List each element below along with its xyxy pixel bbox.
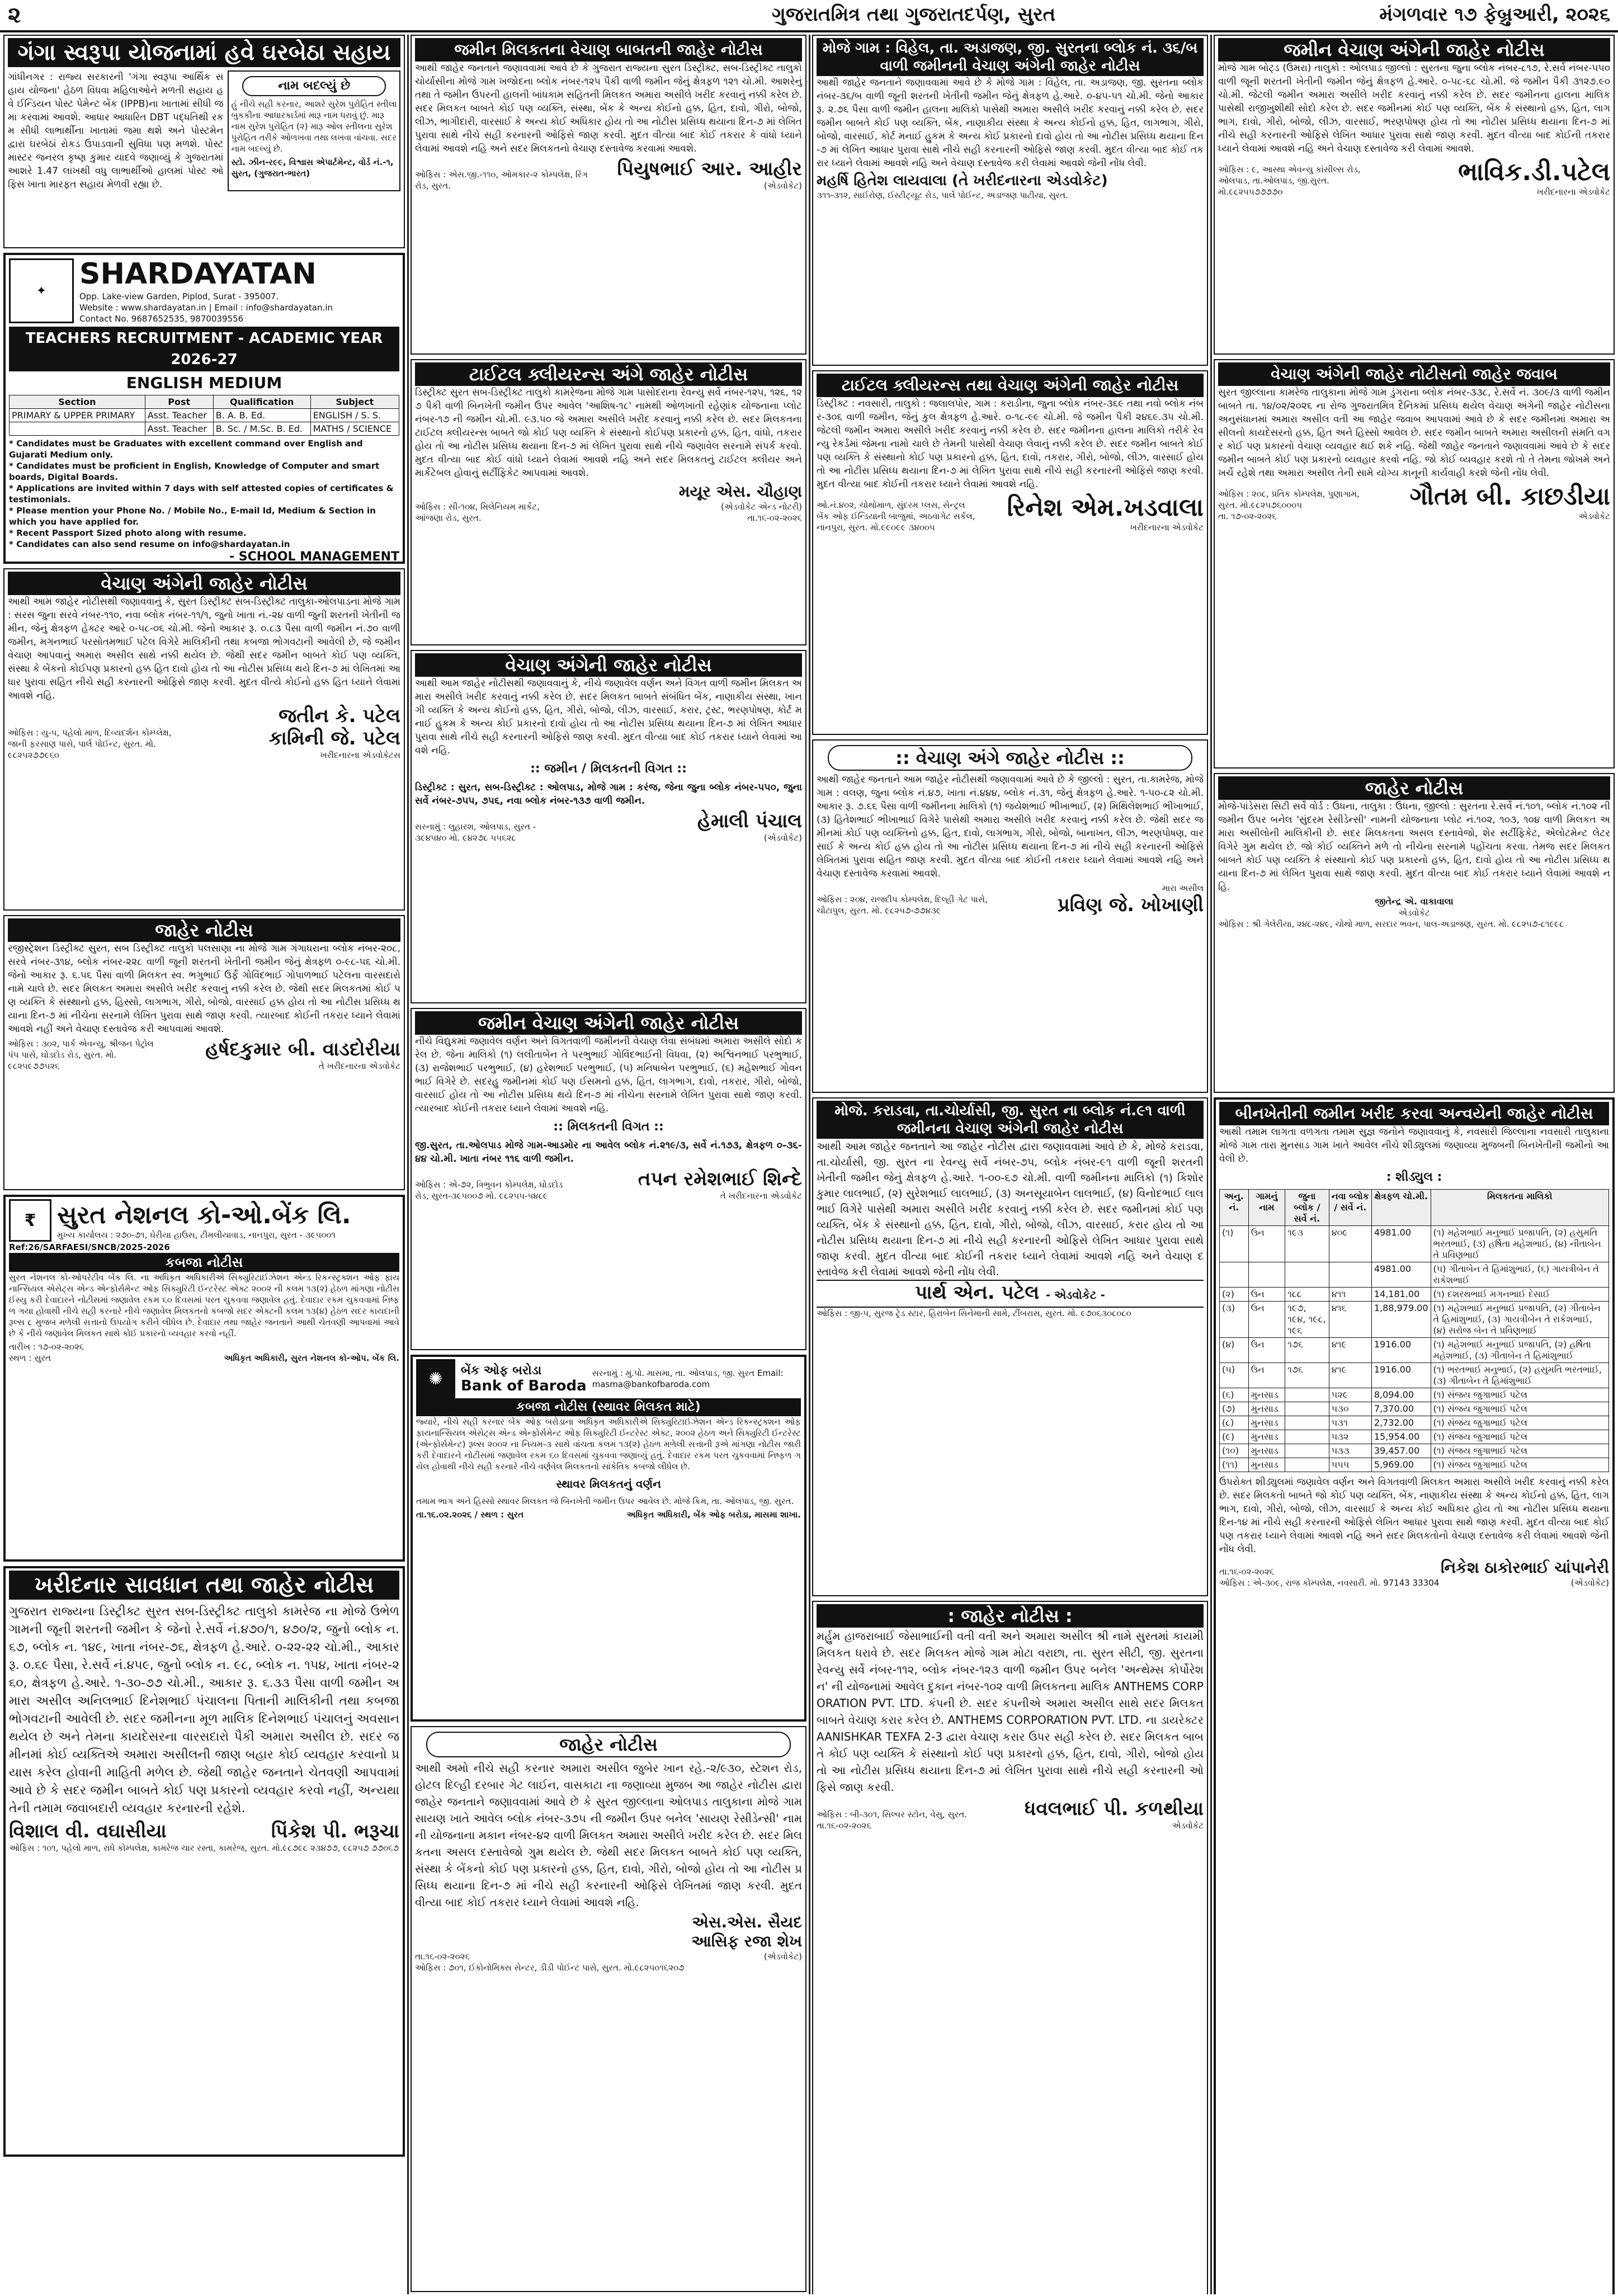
advocate-role: એડવોકેટ xyxy=(1398,908,1430,918)
table-row xyxy=(1220,1226,1609,1262)
notice-body: જ્યારે, નીચે સહી કરનાર બેંક ઓફ બરોડાના અધિકૃત અધિકારીએ સિક્યુરિટાઈઝેશન એન્ડ રિકન્સ્ટ્રક્શન ઓફ ફાયનાન્સિયલ એસેટ્સ એન્ડ એન્ફોર્સમેન્ટ ઓફ સિક્યુરિટી ઈન્ટરેસ્ટ એક્ટ, ૨૦૦૨ હેઠળ અને સિક્યુરિટી ઈન્ટરેસ્ટ (એન્ફોર્સમેન્ટ) રૂલ્સ ૨૦૦૨ ના નિયમ-૩ સાથે વાંચતા કલમ ૧૩(૨) હેઠળ મળેલી સત્તાની રૂએ માંગણા નોટીસ જારી કરી દેવાદારને નોટીસમાં જણાવેલ રકમ ૬૦ દિવસમાં ચુકવવા જણાવ્યું હતું. દેવાદાર રકમ પરત ચુકવવામાં નિષ્ફળ ગયેલ હોવાથી નીચે સહી કરનારે નીચે વર્ણવેલ મિલકતનો સાંકેતિક કબજો લીધેલ છે. xyxy=(416,1417,801,1472)
table-cell: (૧) સંજય જુગાભાઈ પટેલ xyxy=(1431,1430,1608,1444)
bank-address: સરનામું : મુ.પો. માસમા, તા. ઓલપાડ, જી. સુરત Email: masma@bankofbaroda.com xyxy=(592,1368,784,1389)
table-cell: 4981.00 xyxy=(1371,1226,1431,1262)
table-cell: 15,954.00 xyxy=(1371,1430,1431,1444)
notice-address: ઓફિસ : શ્રી ગેલેરીયા, ૨૪૮-૨૪૯, ચોથો માળ, સરદાર ભવન, પાલ-અડાજણ, સુરત. મો. ૯૮૨૫૭-૮૧૯૯૮ xyxy=(1218,919,1564,929)
table-cell: 1,88,979.00 xyxy=(1371,1302,1431,1338)
notice-title: વેચાણ અંગેની જાહેર નોટીસનો જાહેર જવાબ xyxy=(1218,362,1610,386)
notice-intro: આથી તમામ લાગતા વળગતા તમામ સુજ્ઞ જનોને જણાવવાનું કે, નવસારી જિલ્લાના નવસારી તાલુકાના મોજે ગામ તારા મુનસાડ ગામ ખાતે આવેલ નીચે શીડ્યુલમાં જણાવ્યા મુજબની બિનખેતીની જમીનો આવેલી છે. xyxy=(1219,1126,1609,1164)
notice-address: ઓફિસ : એસ.જી.-૧૧૦, ઓમકાર-૨ કોમ્પલેક્ષ, રિંગ રોડ, સુરત. xyxy=(415,169,588,191)
table-cell: મુનસાડ xyxy=(1248,1444,1285,1458)
advocate-role: ખરીદનારના એડવોકેટ xyxy=(1536,187,1610,197)
recruitment-table xyxy=(9,395,399,436)
advocate-name: જીતેન્દ્ર એ. વાકાવાલા xyxy=(1375,896,1454,907)
table-cell: મુનસાડ xyxy=(1248,1402,1285,1416)
notice-body: નીચે વિદ્યુકમાં જણાવેલ વર્ણન અને વિગતવાળી જમીનની વેચાણ લેવા સંબંધમાં અમારા અસીલે સોદો કરેલ છે. જેના માલિકો (૧) લલીતાબેન તે પરભુભાઈ ગોવિંદભાઈની વિધવા, (૨) અશ્વિનભાઈ પરભુભાઈ, (૩) રાજેશભાઈ પરભુભાઈ, (૪) હરેશભાઈ પરભુભાઈ, (૫) મનિષાબેન પરભુભાઈ, (૬) મહેશભાઈ ગોવનભાઈ વિગેરે છે. સદરહુ જમીનમાં કોઈ પણ ઈસમનો હક્ક, હિત, લાગભાગ, દાવો, તકરાર, ગીરો, બોજો, વારસાઈ હોય તો આ નોટીસ પ્રસિધ્ધ થયે દિન-૭ માં નીચેના સરનામે લેખિત પુરાવા સાથે જાણ કરવી. ત્યારબાદ કોઈની તકરાર ધ્યાને લેવામાં આવશે નહિ. xyxy=(415,1036,802,1114)
school-contact: Website : www.shardayatan.in | Email : info@shardayatan.in xyxy=(79,303,333,313)
table-cell: 14,181.00 xyxy=(1371,1288,1431,1302)
notice-title: : જાહેર નોટીસ : xyxy=(817,1604,1204,1628)
bank-logo-icon: ✺ xyxy=(416,1359,455,1398)
table-cell xyxy=(1248,1262,1285,1288)
bank-name: સુરત નેશનલ કો-ઓ.બેંક લિ. xyxy=(57,1200,351,1229)
bank-name: Bank of Baroda xyxy=(461,1377,587,1394)
recruitment-notes xyxy=(9,438,399,550)
notice-body: ડિસ્ટ્રીક્ટ : નવસારી, તાલુકો : જલાલપોર, ગામ : કરાડીના, જુના બ્લોક નંબર-૩૬૯ તથા નવો બ્લોક નંબર-૩૦૬ વાળી જમીન, જેનું કુલ ક્ષેત્રફળ હે.આરે. ૦-૧૮-૯૯ ચો.મી. જે જમીન પૈકી ૨૪૬૯.૩૫ ચો.મી. જેટલી જમીન અમારા અસીલે ખરીદ કરવાનું નક્કી કરેલ છે. સદર જમીનના હાલના માલિકો તરીકે રેવન્યુ રેકર્ડમાં જેમના નામો ચાલે છે તેમની પાસેથી વેચાણ લેવાનું નક્કી કરેલ છે. સદર જમીન બાબતે કોઈ પણ વ્યક્તિ કે સંસ્થાનો કોઈ પણ પ્રકારનો હક્ક, હિત, દાવો, તકરાર, ગીરો, બોજો, લીઝ, વારસાઈ હોય તો આ નોટીસ પ્રસિધ્ધ થયાના દિન-૭ માં લેખિત પુરાવા સાથે નીચે સહી કરનારની ઓફિસે જાણ કરવી. મુદત વીત્યા બાદ કોઈની તકરાર ધ્યાને લેવામાં આવશે નહિ. xyxy=(817,398,1204,490)
notice-address: ઓફિસ : ૭૦૧, ઈકોનોમિક્સ સેન્ટર, ડીડી પોઈન્ટ પાસે, સુરત. મો.૯૮૨૫૦૧૬૨૦૭ xyxy=(415,1963,685,1973)
table-row xyxy=(1220,1388,1609,1402)
notice-title: બીનખેતીની જમીન ખરીદ કરવા અન્વયેની જાહેર નોટીસ xyxy=(1219,1102,1609,1125)
table-cell: (૯) xyxy=(1220,1430,1249,1444)
table-cell: B. Sc. / M.Sc. B. Ed. xyxy=(213,422,310,436)
table-header: Subject xyxy=(310,395,399,409)
advocate-name: આસિફ રજા શેખ xyxy=(691,1932,802,1950)
table-header: મિલકતના માલિકો xyxy=(1431,1190,1608,1226)
table-cell: Asst. Teacher xyxy=(145,422,213,436)
notice-address: ઓફિસ : ૨૦૪, રાજદીપ કોમ્પલેક્ષ, દિલ્હી ગેટ પાસે, ચૌટાપુલ, સુરત. મો. ૯૮૨૫૭-૭૭૪૩૯ xyxy=(817,894,988,916)
advocate-name: મહર્ષિ હિતેશ લાયવાલા (તે ખરીદનારના એડવોકેટ) xyxy=(817,172,1108,189)
table-cell: ૫૩૧ xyxy=(1329,1416,1371,1430)
notice-address: ઓફિસ : સી-૧૦૪, મિલેનિયમ માર્કેટ, આંજણા રોડ, સુરત. xyxy=(415,502,540,523)
table-cell: B. A. B. Ed. xyxy=(213,409,310,422)
table-cell: (૩) xyxy=(1220,1302,1249,1338)
name-change-notice xyxy=(228,70,400,191)
notice-body: આથી જાહેર જનતાને આમ જાહેર નોટીસથી જણાવવામાં આવે છે કે જીલ્લો : સુરત, તા.કામરેજ, મોજે ગામ : વલણ, જુના બ્લોક નં.૪૭, ખાતા નં.૪૪૪, બ્લોક નં.૩૧, જેનું ક્ષેત્રફળ હે.આરે. ૧-૫૦-૮૨ ચો.મી. આકાર રૂ. ૭.૬૬ પૈસા વાળી જમીનના માલિકો (૧) જયેશભાઈ ભીખાભાઈ, (૨) મિથિલેશભાઈ ભીખાભાઈ, (૩) હિતેશભાઈ ભીખાભાઈ વિગેરે પાસેથી અમારા અસીલે ખરીદ કરવાનું નક્કી કરેલ છે. જેથી સદર જમીનમાં કોઈ પણ વ્યક્તિનો હક્ક, હિત, દાવો, લાગભાગ, ગીરો, બોજો, બાનાખત, લીઝ, ભરણપોષણ, વારસાઈ કે અન્ય કોઈ હક્ક હોય તો આ નોટીસ પ્રસિધ્ધ થયાના દિન-૭ માં નીચે સહી કરનારની ઓફિસે લેખિતમાં પુરાવા સહિત જાણ કરવી. મુદત વીત્યા બાદ કોઈની તકરાર ધ્યાને લેવામાં આવશે નહિ અને વેચાણ દસ્તાવેજ કરવામાં આવશે. xyxy=(817,774,1204,879)
property-schedule-table xyxy=(1219,1189,1609,1472)
table-cell: ૪૧૯ xyxy=(1329,1363,1371,1388)
table-cell: (૧) દશરથભાઈ મગનભાઈ દેસાઈ xyxy=(1431,1288,1608,1302)
advocate-role: (એડવોકેટ એન્ડ નોટરી) xyxy=(721,502,802,512)
property-title: સ્થાવર મિલકતનું વર્ણન xyxy=(556,1477,661,1491)
advocate-role: (એડવોકેટ) xyxy=(763,1951,802,1962)
notice-date: તા.૧૬-૦૨-૨૦૨૬ xyxy=(1219,1567,1274,1577)
table-row xyxy=(10,409,399,422)
table-cell: 8,094.00 xyxy=(1371,1388,1431,1402)
column-2 xyxy=(411,35,806,2294)
notice-body: આથી આમ જાહેર જનતાને આ જાહેર નોટીસ દ્વારા જણાવવામાં આવે છે કે, મોજે કરાડવા, તા.ચોર્યાસી, જી. સુરત ના રેવન્યુ સર્વે નંબર-૭૫, બ્લોક નંબર-૯૧ વાળી જૂની શરતની ખેતીની જમીન જેનું ક્ષેત્રફળ હે.આરે. ૧-૦૦-૬૭ ચો.મી. વાળી જમીનના માલિકો (૧) કિશોરકુમાર લાલભાઈ, (૨) સુરેશભાઈ લાલભાઈ, (૩) અનસૂયાબેન લાલભાઈ, (૪) વિનોદભાઈ લાલભાઈ વિગેરે પાસેથી અમારા અસીલે ખરીદ કરવાનું નક્કી કરેલ છે. સદર જમીનમાં કોઈ પણ વ્યક્તિ, બેંક કે સંસ્થાનો હક્ક, હિત, દાવો, ગીરો, બોજો, લીઝ, વારસાઈ, કરાર હોય તો આ નોટીસ પ્રસિધ્ધ થયાના દિન-૭ માં નીચે સહી કરનારની ઓફિસે લેખિત આધાર પુરાવા સાથે જાણ કરવી. મુદત વીત્યા બાદ કોઈની તકરાર ધ્યાને લેવામાં આવશે નહિ અને વેચાણ દસ્તાવેજ કરી લેવામાં આવશે જેની નોંધ લેવી. xyxy=(817,1140,1204,1278)
notice-title: મોજે. કરાડવા, તા.ચોર્યાસી, જી. સુરત ના બ્લોક નં.૯૧ વાળી જમીનના વેચાણ અંગેની જાહેર નોટીસ xyxy=(817,1101,1204,1139)
notice-body: આથી જાહેર જનતાને જણાવવામાં આવે છે કે ગુજરાત રાજ્યના સુરત ડિસ્ટ્રીક્ટ, સબ-ડિસ્ટ્રીક્ટ તાલુકો ચોર્યાસીના મોજે ગામ ખજોદના બ્લોક નંબર-૧૨૫ પૈકી વાળી જમીન જેનું ક્ષેત્રફળ ૧૨૧ ચો.મી. આશરેનું તથા તે જમીન ઉપરની હાલની બાંધકામ સહિતની મિલકત અમારા અસીલે ખરીદ કરવાનું નક્કી કરેલ છે. સદર મિલકત બાબતે કોઈ પણ વ્યક્તિ, સંસ્થા, બેંક કે અન્ય કોઈનો હક્ક, હિત, દાવો, ગીરો, બોજો, લીઝ, ભાગીદારી, વારસાઈ કે અન્ય કોઈ અધિકાર હોય તો આ નોટીસ પ્રસિધ્ધ થયાના દિન-૭ માં લેખિત પુરાવા સાથે નીચે સહી કરનારની ઓફિસે જાણ કરવી. મુદત વીત્યા બાદ કોઈ તકરાર કે વાંધો ધ્યાને લેવામાં આવશે નહિ અને સદર મિલકતનો વેચાણ દસ્તાવેજ કરવામાં આવશે. xyxy=(415,63,802,154)
notice-body: આથી આમ જાહેર નોટીસથી જણાવવાનું કે, સુરત ડિસ્ટ્રીક્ટ સબ-ડિસ્ટ્રીક્ટ તાલુકા-ઓલપાડના મોજે ગામ : સરસ જુના સરવે નંબર-૧૧૦, નવા બ્લોક નંબર-૧૧/૧, જુનો ખાતા નં.-૨૪ વાળી જુની શરતની ખેતીની જમીન, જેનું ક્ષેત્રફળ હેક્ટર આરે ૦-૫૮-૦૬ ચો.મી. જેનો આકાર રૂ. ૦.૮૩ પૈસા વાળી જમીન નં.૭૦ વાળી જમીન, મગનભાઈ પરસોતમભાઈ પટેલ વિગેરે માલિકીની તથા કબજા ભોગવટાની આવેલી છે, જે જમીન વેચાણ આપવાનું અમારા અસીલ સાથે નક્કી થયેલ છે. જેથી સદર જમીન બાબતે કોઈ પણ વ્યક્તિ, સંસ્થા કે બેંકનો કોઈપણ પ્રકારનો હક્ક હિત દાવો હોય તો આ નોટીસ પ્રસિધ્ધ થયે દિન-૭ માં લેખિતમાં આધાર પુરાવા સહિત નીચે સહી કરનારની ઓફિસે જાણ કરવી. મુદત વીત્યે કોઈનો હક્ક હિત ધ્યાને લેવામાં આવશે નહિ. xyxy=(8,596,400,701)
column-4 xyxy=(1214,35,1615,2294)
notice-body: રજીસ્ટ્રેશન ડિસ્ટ્રીક્ટ સુરત, સબ ડિસ્ટ્રીક્ટ તાલુકો પલસાણા ના મોજે ગામ ગંગાધરાના બ્લોક નંબર-૨૦૮, સરવે નંબર-૩૧૪, બ્લોક નંબર-૨૨૮ વાળી જૂની શરતની ખેતીની જમીન જેનું ક્ષેત્રફળ ૦-૯૮-૫૬ ચો.મી. જેનો આકાર રૂ. ૬.૫૬ પૈસા વાળી મિલકત સ્વ. ભગુભાઈ ઉર્ફે ગોવિંદભાઈ ગોપાળભાઈ પટેલના વારસદારો નામે ચાલે છે. સદર મિલકત અમારા અસીલે ખરીદ કરવાનું નક્કી કરેલ છે. જેથી સદર મિલકતમાં કોઈ પણ વ્યક્તિ કે સંસ્થાનો હક્ક, હિસ્સો, લાગભાગ, ગીરો, બોજો, વારસાઈ હક્ક હોય તો આ નોટીસ પ્રસિધ્ધ થયાના દિન-૭ માં નીચેના સરનામે લેખિત પુરાવા સાથે જાણ કરવી. ત્યારબાદ કોઈની તકરાર ધ્યાને લેવામાં આવશે નહીં અને વેચાણ દસ્તાવેજ કરી આપવામાં આવશે. xyxy=(8,943,400,1035)
table-cell: (૧૧) xyxy=(1220,1458,1249,1472)
bank-possession-notice xyxy=(3,1195,405,1562)
advocate-name: ભાવિક.ડી.પટેલ xyxy=(1458,158,1610,186)
notice-date: તા.૧૬-૦૨-૨૦૨૬ xyxy=(415,1951,470,1962)
table-cell: 1916.00 xyxy=(1371,1363,1431,1388)
table-cell: 4981.00 xyxy=(1371,1262,1431,1288)
advocate-name: પિંકેશ પી. ભરૂચા xyxy=(271,1820,399,1842)
table-header: અનુ. નં. xyxy=(1220,1190,1249,1226)
table-cell xyxy=(1220,1262,1249,1288)
school-phone: Contact No. 9687652535, 9870039556 xyxy=(79,314,244,324)
school-name: SHARDAYATAN xyxy=(79,257,317,291)
advocate-name: હર્ષદકુમાર બી. વાડદોરીયા xyxy=(205,1038,400,1060)
notice-address: સ્ટો. ઝીન-ર૯૯, વિશ્વાસ એપાર્ટમેન્ટ, વોર્ડ નં.-૧, સુરત, (ગુજરાત-ભારત) xyxy=(231,157,394,178)
table-cell: (૧) ભરતભાઈ મનુભાઈ, (૨) હસુમતિ ભરતભાઈ, (૩) ગીતાબેન તે હિમાંશુભાઈ xyxy=(1431,1363,1608,1388)
table-row xyxy=(1220,1402,1609,1416)
advocate-role: મારા અસીલ xyxy=(1162,883,1204,893)
page-number: ૨ xyxy=(8,2,21,28)
table-row xyxy=(1220,1458,1609,1472)
notice-body: મોજે-પાંડેસરા સિટી સર્વે વોર્ડ : ઉધના, તાલુકા : ઉધના, જીલ્લો : સુરતના રે.સર્વે નં.૧૦૧, બ્લોક નં.૧૦૨ ની જમીન ઉપર બનેલ 'સુંદરમ રેસીડેન્સી' નામની યોજનાના પ્લોટ નં.૧૦૨, ૧૦૩, ૧૦૪ વાળી મિલકત અમારા અસીલોની માલિકીની છે. સદર મિલકતના અસલ દસ્તાવેજો, શેર સર્ટીફિકેટ, એલોટમેન્ટ લેટર વિગેરે ગુમ થયેલ છે. જો કોઈ વ્યક્તિને મળે તો નીચેના સરનામે પહોંચતા કરવા. તેમજ સદર મિલકત બાબતે કોઈ પણ વ્યક્તિ કે સંસ્થાનો કોઈ પણ પ્રકારનો હક્ક, હિત, દાવો હોય તો આ નોટીસ પ્રસિધ્ધ થયાના દિન-૭ માં લેખિત પુરાવા સાથે જાણ કરવી. મુદત વીત્યા બાદ કોઈ તકરાર ધ્યાને લેવામાં આવશે નહિ. xyxy=(1218,801,1610,893)
notice-address: ઓફિસ : જી-૫, સુરજ ટ્રેડ સ્ટાર, હિરાબેન સિનેમાની સામે, ટીંબરાસ, સુરત. મો. ૯૭૦૬૩૦૮૦૮૦ xyxy=(817,1308,1131,1318)
note-item: * Candidates must be proficient in English, Knowledge of Computer and smart boards, Digital Boards. xyxy=(9,461,380,482)
advocate-role: (એડવોકેટ) xyxy=(763,833,802,843)
sale-notice-4 xyxy=(812,739,1208,1093)
bank-signatory: અધિકૃત અધિકારી, સુરત નેશનલ કો-ઓપ. બેંક લિ. xyxy=(224,1353,399,1363)
buyer-caution-notice xyxy=(3,1566,405,2157)
table-cell: ૪૧૬ xyxy=(1329,1302,1371,1338)
notice-subtitle: કબજા નોટીસ xyxy=(9,1253,399,1272)
sale-notice-1 xyxy=(3,568,405,911)
notice-address: ૩૧૧-૩૧૨, સાઈરોણ, ઈસ્ટીટ્યૂટ રોડ, પાર્લે પોઈન્ટ, અડાજણ પાટીયા, સુરત. xyxy=(817,190,1068,200)
schedule-label: : શીડ્યુલ : xyxy=(1386,1170,1442,1184)
table-cell: (૧) મહેશભાઈ મનુભાઈ પ્રજાપતિ, (૨) હસુમતિ ભરતભાઈ, (૩) હર્ષિતા મહેશભાઈ, (૪) નીતાબેન તે પ્રવિણભાઈ xyxy=(1431,1226,1608,1262)
table-row xyxy=(1220,1363,1609,1388)
masthead: ગુજરાતમિત્ર તથા ગુજરાતદર્પણ, સુરત xyxy=(772,3,1056,26)
notice-place: સ્થળ : સુરત xyxy=(9,1353,51,1363)
advocate-name: કામિની જે. પટેલ xyxy=(268,727,400,749)
table-cell: 5,969.00 xyxy=(1371,1458,1431,1472)
notice-title: :: વેચાણ અંગે જાહેર નોટીસ :: xyxy=(828,745,1192,771)
advocate-name: પાર્થ એન. પટેલ xyxy=(915,1281,1040,1304)
sale-notice-5 xyxy=(812,1097,1208,1596)
notice-date: તારીખ : ૧૭-૦૨-૨૦૨૬ xyxy=(9,1342,84,1352)
notice-address: ઓફિસ : ૧૦૧, પહેલો માળ, રાધે કોમ્પલેક્ષ, કામરેજ ચાર રસ્તા, કામરેજ, સુરત. મો.૯૮૭૯૮ ૨૩૪૭૭, ૯૮૨૫૭ ૭૭૦૬૭ xyxy=(9,1843,399,1853)
advocate-role: (એડવોકેટ) xyxy=(763,181,802,191)
notice-title: ખરીદનાર સાવધાન તથા જાહેર નોટીસ xyxy=(9,1571,399,1600)
recruitment-headline: TEACHERS RECRUITMENT - ACADEMIC YEAR 2026-27 xyxy=(9,327,399,371)
notice-body: આથી આમ જાહેર નોટીસથી જણાવવાનું કે, નીચે જણાવેલ વર્ણન અને વિગત વાળી જમીન મિલકત અમારા અસીલે ખરીદ કરવાનું નક્કી કરેલ છે. સદર મિલકત બાબતે સંબંધિત બેંક, નાણાકીય સંસ્થા, ખાનગી વ્યક્તિ કે અન્ય કોઈનો હક્ક, હિત, ગીરો, બોજો, લીઝ, વારસાઈ, કરાર, ટ્રસ્ટ, ભરણપોષણ, કોર્ટ મનાઈ હુકમ કે અન્ય કોઈ પ્રકારનો દાવો હોય તો આ નોટીસ પ્રસિધ્ધ થયાના દિન-૭ માં લેખિત આધાર પુરાવા સાથે નીચે સહી કરનારની ઓફિસે જાણ કરવી. મુદત વીત્યા બાદ કોઈ તકરાર ધ્યાને લેવામાં આવશે નહિ. xyxy=(415,678,802,756)
title-sale-notice xyxy=(812,370,1208,735)
table-header: જુના બ્લોક / સર્વે નં. xyxy=(1285,1190,1329,1226)
notice-title: જમીન વેચાણ અંગેની જાહેર નોટીસ xyxy=(415,1011,802,1035)
table-cell: ઉન xyxy=(1248,1288,1285,1302)
table-cell xyxy=(1285,1402,1329,1416)
advocate-role: એડવોકેટ xyxy=(1578,511,1610,521)
notice-body: ઉપરોક્ત શીડ્યુલમાં જણાવેલ વર્ણન અને વિગતવાળી મિલકત અમારા અસીલે ખરીદ કરવાનું નક્કી કરેલ છે. સદર મિલકતો બાબતે જો કોઈ પણ વ્યક્તિ, બેંક, નાણાકીય સંસ્થા કે અન્ય કોઈનો હક્ક, હિત, લાગભાગ, દાવો, ગીરો, બોજો, લીઝ, વારસાઈ કે અન્ય કોઈ અધિકાર હોય તો આ નોટીસ પ્રસિધ્ધ થયાના દિન-૧૪ માં નીચે સહી કરનારની ઓફિસે લેખિત આધાર પુરાવા સાથે જાણ કરવી. મુદત વીત્યા બાદ કોઈ પણ તકરાર ધ્યાને લેવામાં આવશે નહિ અને સદર મિલકતોનો વેચાણ દસ્તાવેજ કરી લેવામાં આવશે જેની નોંધ લેવી. xyxy=(1219,1477,1609,1555)
table-cell xyxy=(1285,1430,1329,1444)
notice-body: આથી અમો નીચે સહી કરનાર અમારા અસીલ જુબેર ખાન રહે.-૨/૯૩૦, સ્ટેશન રોડ, હોટલ દિલ્હી દરબાર ગેટ લાઈન, વાસકાટા ના જણાવ્યા મુજબ આ જાહેર નોટીસ દ્વારા જાહેર જનતાને જણાવવામાં આવે છે કે સુરત જીલ્લાના ઓલપાડ તાલુકાના મોજે ગામ સાયણ ખાતે આવેલ બ્લોક નંબર-૩૭૫ ની જમીન ઉપર બનેલ 'સાયણ રેસીડેન્સી' નામની યોજનાના મકાન નંબર-૪૨ વાળી મિલકત અમારા અસીલે ખરીદ કરેલ છે. સદર મિલકતના અસલ દસ્તાવેજો ગુમ થયેલ છે. જેથી સદર મિલકત બાબતે કોઈ પણ વ્યક્તિ, સંસ્થા કે બેંકનો કોઈ પણ પ્રકારનો હક્ક, હિત, દાવો, ગીરો, બોજો હોય તો આ નોટીસ પ્રસિધ્ધ થયાના દિન-૭ માં નીચે સહી કરનારની ઓફિસે લેખિતમાં જાણ કરવી. મુદત વીત્યા બાદ કોઈ તકરાર ધ્યાને લેવામાં આવશે નહિ. xyxy=(415,1761,802,1909)
table-cell: (૧) મહેશભાઈ મનુભાઈ પ્રજાપતિ, (૨) હર્ષિતા મહેશભાઈ, (૩) ગીતાબેન તે હિમાંશુભાઈ xyxy=(1431,1338,1608,1363)
notice-address: ઓફિસ : ૯, આસ્થા એવન્યુ કાંસીલ્સ રોડ, ઓલપાડ, તા.ઓલપાડ, જી.સુરત. મો.૯૮૨૫૫૭૭૭૭૦ xyxy=(1218,164,1361,197)
land-sale-notice-2 xyxy=(1214,35,1615,355)
public-notice-1 xyxy=(3,915,405,1190)
notice-address: ઓફિસ : યુ-૫, પહેલો માળ, દિવ્યદર્શન કોમ્પ્લેક્ષ, જાની ફરસાણ પાસે, પાર્લે પોઈન્ટ, સુરત. મો. ૯૮૨૫૨૭૭૯૬૦ xyxy=(8,728,172,760)
notice-address: ઓફિસ : ૨૦૮, પ્રતિક કોમ્પલેક્ષ, પુણાગામ, સુરત. મો.૯૮૨૫૭૬૦૦૦૫ xyxy=(1218,489,1360,510)
table-cell: ૪૦૯ xyxy=(1329,1226,1371,1262)
notice-title: ટાઈટલ ક્લીયરન્સ અંગે જાહેર નોટીસ xyxy=(415,362,802,386)
notice-title: જાહેર નોટીસ xyxy=(1218,776,1610,800)
notice-address: ઓફિસ : એ-૭૨, ત્રિભુવન કોમ્પલેક્ષ, ઘોડદોડ રોડ, સુરત-૩૯૫૦૦૭ મો. ૯૮૨૫૫-૫૪૮૯ xyxy=(415,1180,563,1201)
table-header: Post xyxy=(145,395,213,409)
notice-date: તા.૧૬-૦૨-૨૦૨૬ xyxy=(817,1821,871,1831)
table-cell: ૫૫૫ xyxy=(1329,1458,1371,1472)
advocate-name: ધવલભાઈ પી. કળથીયા xyxy=(1025,1798,1204,1820)
table-cell: ઉન xyxy=(1248,1302,1285,1338)
land-buy-notice xyxy=(411,35,806,355)
public-notice-2 xyxy=(411,1726,806,2292)
table-cell: (૪) xyxy=(1220,1338,1249,1363)
table-cell: ઉન xyxy=(1248,1363,1285,1388)
table-cell: (૫) xyxy=(1220,1363,1249,1388)
table-cell: ૫૩૦ xyxy=(1329,1402,1371,1416)
table-cell: 7,370.00 xyxy=(1371,1402,1431,1416)
notice-body: મોજે ગામ બોટ્ડ (ઉમરા) તાલુકો : ઓલપાડ જીલ્લો : સુરતના જુના બ્લોક નંબર-૮૧૭, રે.સર્વે નંબર-૫૫૦ વાળી જૂની શરતની ખેતીની જમીન જેનું ક્ષેત્રફળ હે.આરે. ૦-૫૮-૬૮ ચો.મી. જે જમીન પૈકી ૩૧૨૭.૯૦ ચો.મી. જેટલી જમીન અમારા અસીલે ખરીદ કરવાનું નક્કી કરેલ છે. સદર જમીનના હાલના માલિક પાસેથી રાજીખુશીથી સોદો કરેલ છે. સદર જમીનમાં કોઈ પણ વ્યક્તિ, બેંક કે સંસ્થાનો હક્ક, હિત, લાગભાગ, દાવો, ગીરો, બોજો, લીઝ, વારસાઈ, ભરણપોષણ હોય તો આ નોટીસ પ્રસિધ્ધ થયાના દિન-૭ માં નીચે સહી કરનારની ઓફિસે લેખિત આધાર પુરાવા સાથે જાણ કરવી. મુદત વીત્યા બાદ કોઈની તકરાર ધ્યાને લેવામાં આવશે નહિ અને વેચાણ દસ્તાવેજ કરી લેવામાં આવશે. xyxy=(1218,63,1610,154)
table-cell: (૧) સંજય જુગાભાઈ પટેલ xyxy=(1431,1388,1608,1402)
table-cell xyxy=(1285,1416,1329,1430)
school-address: Opp. Lake-view Garden, Piplod, Surat - 395007. xyxy=(79,291,279,301)
table-cell: ઉન xyxy=(1248,1338,1285,1363)
notice-title: જમીન વેચાણ અંગેની જાહેર નોટીસ xyxy=(1218,38,1610,62)
table-row xyxy=(1220,1302,1609,1338)
table-header: ગામનું નામ xyxy=(1248,1190,1285,1226)
table-cell: MATHS / SCIENCE xyxy=(310,422,399,436)
note-item: * Applications are invited within 7 days with self attested copies of certificates & testimonials. xyxy=(9,483,394,505)
scheme-article xyxy=(3,35,405,248)
table-cell: (૧) સંજય જુગાભાઈ પટેલ xyxy=(1431,1416,1608,1430)
notice-body: હું નીચે સહી કરનાર, આશરે સુરેશ પુરોહિત સ્તીલા બુકકીના આધારકાર્ડમાં મારૂ નામ ધરાવું છું. મારૂ નામ સુરેશ પુરોહિત (૨) મારૂ ઓલ સ્તીલના સુરેશ પુરોહિત તરીકે ઓળખવા તથા લખવા વાંચવા. સદર નામ બદલ્યું છે. xyxy=(231,99,397,154)
table-cell: ૧૯૭, ૧૯૪, ૧૯૮, ૧૯૬ xyxy=(1285,1302,1329,1338)
table-cell: (૫) ગીતાબેન તે હિમાંશુભાઈ, (૬) ગાયત્રીબેન તે રાકેશભાઈ xyxy=(1431,1262,1608,1288)
schedule-title: :: મિલકતની વિગત :: xyxy=(553,1120,664,1134)
notice-title: જમીન મિલકતના વેચાણ બાબતની જાહેર નોટીસ xyxy=(415,38,802,62)
notice-body: સુરત જીલ્લાના કામરેજ તાલુકાના મોજે ગામ ડુંગરાના બ્લોક નંબર-૩૩૮, રે.સર્વે નં. ૩૦૯/૩ વાળી જમીન બાબતે તા. ૧૪/૦૨/૨૦૨૬ ના રોજ ગુજરાતમિત્ર દૈનિકમાં પ્રસિધ્ધ થયેલ વેચાણ અંગેની જાહેર નોટીસના અનુસંધાનમાં અમારા અસીલ વતી આ જાહેર જવાબ આપવામાં આવે છે કે સદર જમીનમાં અમારા અસીલનો કાયદેસરનો હક્ક, હિત અને હિસ્સો આવેલ છે. સદર જમીન બાબતે અમારા અસીલની સંમતિ વગર કોઈ પણ પ્રકારનો વેચાણ વ્યવહાર થઈ શકે નહિ. જેથી જાહેર જનતાને જણાવવામાં આવે છે કે સદર જમીન બાબતે કોઈ પણ પ્રકારનો વ્યવહાર કરવો નહિ. જો કોઈ વ્યવહાર કરશે તો તે તેમના જોખમે અને ખર્ચે રહેશે તથા અમારા અસીલ તેની સામે યોગ્ય કાનૂની કાર્યવાહી કરશે જેની નોંધ લેવી. xyxy=(1218,387,1611,479)
table-cell: (૨) xyxy=(1220,1288,1249,1302)
note-item: * Recent Passport Sized photo along with resume. xyxy=(9,528,247,538)
table-cell: (૧) xyxy=(1220,1226,1249,1262)
table-cell: મુનસાડ xyxy=(1248,1388,1285,1402)
notice-body: આથી જાહેર જનતાને જણાવવામાં આવે છે કે મોજે ગામ : વિહેલ, તા. અડાજણ, જી. સુરતના બ્લોક નંબર-૩૬/બ વાળી જૂની શરતની ખેતીની જમીન જેનું ક્ષેત્રફળ હે.આરે. ૦-૪૫-૫૧ ચો.મી. જેનો આકાર રૂ. ૨.૭૬ પૈસા વાળી જમીન હાલના માલિકો પાસેથી અમારા અસીલે ખરીદ કરવાનું નક્કી કરેલ છે. સદર જમીન બાબતે કોઈ પણ વ્યક્તિ, બેંક, નાણાકીય સંસ્થા કે અન્ય કોઈનો હક્ક, હિત, લાગભાગ, ગીરો, બોજો, વારસાઈ, કોર્ટ મનાઈ હુકમ કે અન્ય કોઈ પ્રકારનો દાવો હોય તો આ નોટીસ પ્રસિધ્ધ થયાના દિન-૭ માં લેખિત આધાર પુરાવા સાથે નીચે સહી કરનારની ઓફિસે જાણ કરવી. મુદત વીત્યા બાદ કોઈ તકરાર ધ્યાને લેવામાં આવશે નહિ અને વેચાણ દસ્તાવેજ કરી લેવામાં આવશે જેની નોંધ લેવી. xyxy=(817,77,1204,169)
table-cell: (૭) xyxy=(1220,1402,1249,1416)
property-body: તમામ ભાગ અને હિસ્સો સ્થાવર મિલકત જે બિનખેતી જમીન ઉપર આવેલ છે. મોજે કિમ, તા. ઓલપાડ, જી. સુરત. xyxy=(416,1496,794,1506)
table-cell: 39,457.00 xyxy=(1371,1444,1431,1458)
sale-notice-2 xyxy=(411,650,806,1003)
column-3 xyxy=(812,35,1208,2294)
advocate-role: - એડવોકેટ - xyxy=(1045,1288,1105,1302)
table-cell: (૧૦) xyxy=(1220,1444,1249,1458)
advocate-name: નિકેશ ઠાકોરભાઈ ચાંપાનેરી xyxy=(1441,1558,1609,1577)
notice-address: ઓફિસ : એ-૩૦૯, રાજ કોમ્પલેક્ષ, નવસારી. મો. 97143 33304 xyxy=(1219,1578,1440,1588)
table-row xyxy=(1220,1416,1609,1430)
advocate-name: પિયુષભાઈ આર. આહીર xyxy=(617,158,802,180)
advocate-name: એસ.એસ. સૈયદ xyxy=(692,1913,802,1931)
table-row xyxy=(1220,1288,1609,1302)
advocate-role: (એડવોકેટ) xyxy=(1570,1578,1609,1588)
advocate-role: ખરીદનારના એડવોકેટ xyxy=(1130,522,1204,532)
table-cell: ૧૮૮ xyxy=(1285,1288,1329,1302)
recruitment-medium: ENGLISH MEDIUM xyxy=(126,374,282,392)
school-logo-icon: ✦ xyxy=(9,258,74,323)
advocate-name: તપન રમેશભાઈ શિન્દે xyxy=(638,1168,802,1190)
table-header: Qualification xyxy=(213,395,310,409)
table-cell: (૧) સંજય જુગાભાઈ પટેલ xyxy=(1431,1402,1608,1416)
page-header xyxy=(0,0,1618,32)
column-divider xyxy=(1210,35,1212,2294)
table-cell: ENGLISH / S. S. xyxy=(310,409,399,422)
notice-title: ટાઈટલ ક્લીયરન્સ તથા વેચાણ અંગેની જાહેર નોટીસ xyxy=(817,374,1204,397)
notice-body: ડિસ્ટ્રીક્ટ સુરત સબ-ડિસ્ટ્રીક્ટ તાલુકો કામરેજના મોજે ગામ પાસોદરાના રેવન્યુ સર્વે નંબર-૧૨૫, ૧૨૬, ૧૨૭ પૈકી વાળી બિનખેતી જમીન ઉપર આવેલ 'આશિષ-૧૮' નામથી ઓળખાતી રહેણાંક યોજનાના પ્લોટ નંબર-૧૭ ની જમીન ચો.મી. ૯૩.૫૦ જે અમારા અસીલે ખરીદ કરવાનું નક્કી કરેલ છે. સદર મિલકતના ટાઈટલ ક્લીયરન્સ બાબતે જો કોઈ પણ વ્યક્તિ કે સંસ્થાનો કોઈપણ પ્રકારનો હક્ક, હિત, વાંધો, તકરાર હોય તો આ નોટીસ પ્રસિધ્ધ થયાના દિન-૭ માં લેખિત પુરાવા સાથે નીચે જણાવેલ સરનામે સંપર્ક કરવો. મુદત વીત્યા બાદ કોઈ વાંધો ધ્યાને લેવામાં આવશે નહિ અને સદર મિલકતનું ટાઈટલ ક્લીયર અને માર્કેટેબલ હોવાનું સર્ટીફિકેટ આપવામાં આવશે. xyxy=(415,387,802,479)
title-clearance-notice xyxy=(411,359,806,645)
table-header: ક્ષેત્રફળ ચો.મી. xyxy=(1371,1190,1431,1226)
table-row xyxy=(1220,1430,1609,1444)
table-cell: મુનસાડ xyxy=(1248,1416,1285,1430)
schedule-body: જી.સુરત, તા.ઓલપાડ મોજે ગામ-આડમોર ના આવેલ બ્લોક નં.૨૧૯/૩, સર્વે નં.૧૭૩, ક્ષેત્રફળ ૦-૩૬-૪૪ ચો.મી. ખાતા નંબર ૧૧૬ વાળી જમીન. xyxy=(415,1140,802,1164)
table-row xyxy=(1220,1444,1609,1458)
notice-title: વેચાણ અંગેની જાહેર નોટીસ xyxy=(8,572,400,595)
table-cell: 1916.00 xyxy=(1371,1338,1431,1363)
schedule-title: :: જમીન / મિલકતની વિગત :: xyxy=(530,762,687,776)
table-row xyxy=(1220,1338,1609,1363)
notice-date: તા.૧૬-૦૨-૨૦૨૬ xyxy=(747,513,802,523)
bank-address: મુખ્ય કાર્યાલય : ૨૭૦-૭૧, ઘેરીયા હાઉસ, ટીમલીયાવાડ, નાનપુરા, સુરત - ૩૯૫૦૦૧ xyxy=(57,1229,336,1240)
public-reply-notice xyxy=(1214,359,1615,769)
column-1 xyxy=(3,35,405,2294)
public-notice-3 xyxy=(812,1601,1208,2294)
notice-title: જાહેર નોટીસ xyxy=(8,918,400,942)
notice-address: ઓ.નં.૪૦૨, ચોથોમાળ, સુંદરમ પ્લસ, સેન્ટ્રલ બેંક ઓફ ઈન્ડિયાની બાજુમાં, અઠવાગેટ સર્કલ, નાનપુરા, સુરત. મો.૯૯૦૯૯ ૩૪૦૦૫ xyxy=(817,500,975,532)
bank-local-name: બેંક ઓફ બરોડા xyxy=(461,1363,542,1378)
table-cell: ૪૧૧ xyxy=(1329,1288,1371,1302)
notice-body: ગુજરાત રાજ્યના ડિસ્ટ્રીક્ટ સુરત સબ-ડિસ્ટ્રીક્ટ તાલુકો કામરેજ ના મોજે ઉભેળ ગામની જૂની શરતની જમીન કે જેનો રે.સર્વે નં.૪૭૦/૧, ૪૭૦/૨, જુનો બ્લોક ન. ૬૭, બ્લોક ન. ૧૪૯, ખાતા નંબર-૭૬, ક્ષેત્રફળ હે.આરે. ૦-૨૨-૨૨ ચો.મી., આકાર રૂ. ૦.૬૯ પૈસા, રે.સર્વે નં.૪૫૯, જુનો બ્લોક ન. ૯૮, બ્લોક ન. ૧૫૪, ખાતા નંબર-૨૬૦, ક્ષેત્રફળ હે.આરે. ૧-૩૦-૭૭ ચો.મી., આકાર રૂ. ૬.૩૩ પૈસા વાળી જમીન અમારા અસીલ અનિલભાઈ દિનેશભાઈ પંચાલના પિતાની માલિકીની તથા કબજા ભોગવટાની આવેલી છે. સદર જમીનના મૂળ માલિક દિનેશભાઈ પંચાલનું અવસાન થયેલ છે અને તેમના કાયદેસરના વારસદારો પૈકી અમારા અસીલ છે. સદર જમીનમાં કોઈ વ્યક્તિએ અમારા અસીલની જાણ બહાર કોઈ વ્યવહાર કરવાનો પ્રયાસ કરેલ હોવાની માહિતી મળેલ છે. જેથી જાહેર જનતાને ચેતવણી આપવામાં આવે છે કે સદર જમીન બાબતે કોઈ પણ પ્રકારનો વ્યવહાર કરવો નહીં, અન્યથા તેની તમામ જવાબદારી વ્યવહાર કરનારની રહેશે. xyxy=(9,1605,399,1816)
advocate-name: જતીન કે. પટેલ xyxy=(279,705,400,727)
notice-body: સુરત નેશનલ કો-ઓપરેટીવ બેંક લિ. ના અધિકૃત અધિકારીએ સિક્યુરિટાઈઝેશન એન્ડ રિકન્સ્ટ્રક્શન ઓફ ફાયનાન્સિયલ એસેટ્સ એન્ડ એન્ફોર્સમેન્ટ ઓફ સિક્યુરિટી ઈન્ટરેસ્ટ એક્ટ ૨૦૦૨ ની કલમ ૧૩(૨) હેઠળ માંગણા નોટીસ ઈસ્યુ કરી દેવાદારને નોટીસમાં જણાવેલ રકમ ૬૦ દિવસમાં પરત ચુકવવા જણાવેલ હતું. દેવાદાર રકમ ચુકવવામાં નિષ્ફળ ગયા હોવાથી નીચે સહી કરનારે નીચે જણાવેલ મિલકતનો કબજો સદર એક્ટની કલમ ૧૩(૪) હેઠળ સદર કાયદાની રૂલ્સ ૮ મુજબ મળેલી સત્તાનો ઉપયોગ કરીને લીધેલ છે. દેવાદાર તથા જાહેર જનતાને આથી ચેતવણી આપવામાં આવે છે કે નીચે જણાવેલ મિલકત સાથે કોઈ પ્રકારનો વ્યવહાર કરવો નહીં. xyxy=(9,1272,399,1338)
notice-body: મર્હુમ હાજરાબાઈ જેસાભાઈની વતી વતી અને અમારા અસીલ શ્રી નામે સુરતમાં કાયમી મિલકત ધરાવે છે. સદર મિલકત મોજે ગામ મોટા વરાછા, તા. સુરત સીટી, જી. સુરતના રેવન્યુ સર્વે નંબર-૧૧૨, બ્લોક નંબર-૧૨૩ વાળી જમીન ઉપર બનેલ 'અન્થેમ્સ કોર્પોરેશન' ની યોજનામાં આવેલ દુકાન નંબર-૧૦૨ વાળી મિલકતના માલિક ANTHEMS CORPORATION PVT. LTD. કંપની છે. સદર કંપનીએ અમારા અસીલ સાથે સદર મિલકત બાબતે વેચાણ કરાર કરેલ છે. ANTHEMS CORPORATION PVT. LTD. ના ડાયરેક્ટર AANISHKAR TEXFA 2-3 દ્વારા વેચાણ કરાર ઉપર સહી કરેલ છે. સદર મિલકત બાબતે કોઈ પણ વ્યક્તિ કે સંસ્થાનો કોઈ પણ પ્રકારનો હક્ક, હિત, દાવો, ગીરો, બોજો હોય તો આ નોટીસ પ્રસિધ્ધ થયાના દિન-૭ માં લેખિત પુરાવા સાથે નીચે સહી કરનારની ઓફિસે જાણ કરવી. xyxy=(817,1629,1204,1794)
public-notice-4 xyxy=(1214,773,1615,1093)
table-cell: (૧) મહેશભાઈ મનુભાઈ પ્રજાપતિ, (૨) ગીતાબેન તે હિમાંશુભાઈ, (૩) ગાયત્રીબેન તે રાકેશભાઈ, (૪) સરોજ બેન તે પ્રવિણભાઈ xyxy=(1431,1302,1608,1338)
bank-ref: Ref:26/SARFAESI/SNCB/2025-2026 xyxy=(9,1242,170,1252)
notice-address: સરનામું : લુહારશ, ઓલપાડ, સુરત - ૩૯૪૫૪૦ મો. ૯૪૨૭૮ ૫૫૬૨૮ xyxy=(415,822,536,843)
table-cell: (૬) xyxy=(1220,1388,1249,1402)
table-cell: ૧૯૩ xyxy=(1285,1226,1329,1262)
notice-title: વેચાણ અંગેની જાહેર નોટીસ xyxy=(415,653,802,677)
table-cell: મુનસાડ xyxy=(1248,1458,1285,1472)
table-cell: ૫૩૩ xyxy=(1329,1444,1371,1458)
notice-address: ઓફિસ : ૩૦૨, પાર્ક એવન્યુ, શ્રીજન પેટ્રોલ પંપ પાસે, ઘોડદોડ રોડ, સુરત. મો. ૯૮૨૫૯૭૭૫૨૬ xyxy=(8,1039,154,1071)
land-sale-notice xyxy=(411,1008,806,1350)
table-cell xyxy=(1285,1458,1329,1472)
non-agri-land-notice xyxy=(1214,1097,1615,2294)
note-item: * Candidates must be Graduates with excellent command over English and Gujarati Medium only. xyxy=(9,439,363,460)
table-cell: ૧૭૬ xyxy=(1285,1363,1329,1388)
article-body: ગાંધીનગર : રાજ્ય સરકારની 'ગંગા સ્વરૂપા આર્થિક સહાય યોજના' હેઠળ વિધવા મહિલાઓને મળતી સહાય હવે ઈન્ડિયન પોસ્ટ પેમેન્ટ બેંક (IPPB)ના ખાતામાં સીધી જમા કરવામાં આવશે. આધાર આધારિત DBT પદ્ધતિથી રકમ સીધી લાભાર્થીના ખાતામાં જમા થશે અને પોસ્ટમેન દ્વારા ઘરબેઠાં રોકડ ઉપાડવાની સુવિધા પણ મળશે. પોસ્ટ માસ્ટર જનરલ કૃષ્ણ કુમાર યાદવે જણાવ્યું કે ગુજરાતમાં આશરે 1.47 લાખથી વધુ લાભાર્થીઓ હાલમાં પોસ્ટ ઓફિસ ખાતા મારફત સહાય મેળવી રહ્યા છે. xyxy=(8,72,224,190)
schedule-body: ડિસ્ટ્રીક્ટ : સુરત, સબ-ડિસ્ટ્રીક્ટ : ઓલપાડ, મોજે ગામ : કરંજ, જેના જુના બ્લોક નંબર-૫૫૦, જુના સર્વે નંબર-૭૫૫, ૭૫૬, નવા બ્લોક નંબર-૧૩૭ વાળી જમીન. xyxy=(415,782,802,807)
advocate-role: તે ખરીદનારના એડવોકેટ xyxy=(720,1191,802,1201)
table-cell xyxy=(1285,1388,1329,1402)
advocate-role: ખરીદનારના એડવોકેટસ xyxy=(320,750,400,760)
table-cell: ઉન xyxy=(1248,1226,1285,1262)
notice-title: નામ બદલ્યું છે xyxy=(242,76,386,96)
school-recruitment-ad xyxy=(3,253,405,564)
advocate-name: પ્રવિણ જે. ખોખાણી xyxy=(1057,894,1204,916)
table-cell xyxy=(1285,1444,1329,1458)
advocate-role: તે ખરીદનારના એડવોકેટ xyxy=(318,1061,400,1071)
notice-date: તા.૧૬.૦૨.૨૦૨૬ / સ્થળ : સુરત xyxy=(416,1510,524,1520)
table-row xyxy=(10,422,399,436)
table-header: Section xyxy=(10,395,145,409)
notice-subtitle: કબજા નોટીસ (સ્થાવર મિલકત માટે) xyxy=(416,1398,801,1416)
advocate-name: રિનેશ એમ.ખડવાલા xyxy=(1007,493,1204,522)
notice-date: તા. ૧૭-૦૨-૨૦૨૬ xyxy=(1218,511,1277,521)
bank-logo-icon: ₹ xyxy=(9,1199,51,1242)
table-cell: Asst. Teacher xyxy=(145,409,213,422)
notice-title: જાહેર નોટીસ xyxy=(426,1732,791,1757)
bank-signatory: અધિકૃત અધિકારી, બેંક ઓફ બરોડા, માસમા શાખા. xyxy=(626,1510,801,1520)
table-cell: ૧૭૬ xyxy=(1285,1338,1329,1363)
table-cell: (૮) xyxy=(1220,1416,1249,1430)
advocate-role: એડવોકેટ xyxy=(1172,1821,1204,1831)
table-cell: ૪૧૯ xyxy=(1329,1338,1371,1363)
article-title: ગંગા સ્વરૂપા યોજનામાં હવે ઘરબેઠા સહાય xyxy=(8,38,400,67)
school-signature: - SCHOOL MANAGEMENT xyxy=(229,550,399,564)
notice-address: ઓફિસ : બી-૩૦૧, સિલ્વર સ્ટોન, વેસુ, સુરત. xyxy=(817,1809,968,1819)
table-cell: 2,732.00 xyxy=(1371,1416,1431,1430)
bob-possession-notice xyxy=(411,1355,806,1722)
issue-date: મંગળવાર ૧૭ ફેબ્રુઆરી, ૨૦૨૬ xyxy=(1379,3,1610,26)
advocate-name: ગૌતમ બી. કાછડીયા xyxy=(1409,482,1610,511)
table-cell: (૧) સંજય જુગાભાઈ પટેલ xyxy=(1431,1458,1608,1472)
advocate-name: હેમાલી પંચાલ xyxy=(697,810,802,832)
sale-notice-3 xyxy=(812,35,1208,366)
table-cell: (૧) સંજય જુગાભાઈ પટેલ xyxy=(1431,1444,1608,1458)
advocate-name: મયૂર એસ. ચૌહાણ xyxy=(678,482,802,501)
note-item: * Candidates can also send resume on info@shardayatan.in xyxy=(9,539,290,549)
table-cell xyxy=(10,422,145,436)
table-row xyxy=(1220,1262,1609,1288)
note-item: * Please mention your Phone No. / Mobile No., E-mail Id, Medium & Section in which you have applied for. xyxy=(9,506,376,527)
advocate-name: વિશાલ વી. વઘાસીયા xyxy=(9,1820,167,1842)
table-cell xyxy=(1329,1262,1371,1288)
table-cell: ૫૩૨ xyxy=(1329,1430,1371,1444)
table-header: નવા બ્લોક / સર્વે નં. xyxy=(1329,1190,1371,1226)
notice-title: મોજે ગામ : વિહેલ, તા. અડાજણ, જી. સુરતના બ્લોક નં. ૩૬/બ વાળી જમીનની વેચાણ અંગેની જાહેર નોટીસ xyxy=(817,38,1204,76)
table-cell: મુનસાડ xyxy=(1248,1430,1285,1444)
column-divider xyxy=(407,35,409,2294)
table-cell: ૫૨૯ xyxy=(1329,1388,1371,1402)
table-cell: PRIMARY & UPPER PRIMARY xyxy=(10,409,145,422)
table-cell xyxy=(1285,1262,1329,1288)
column-divider xyxy=(809,35,810,2294)
